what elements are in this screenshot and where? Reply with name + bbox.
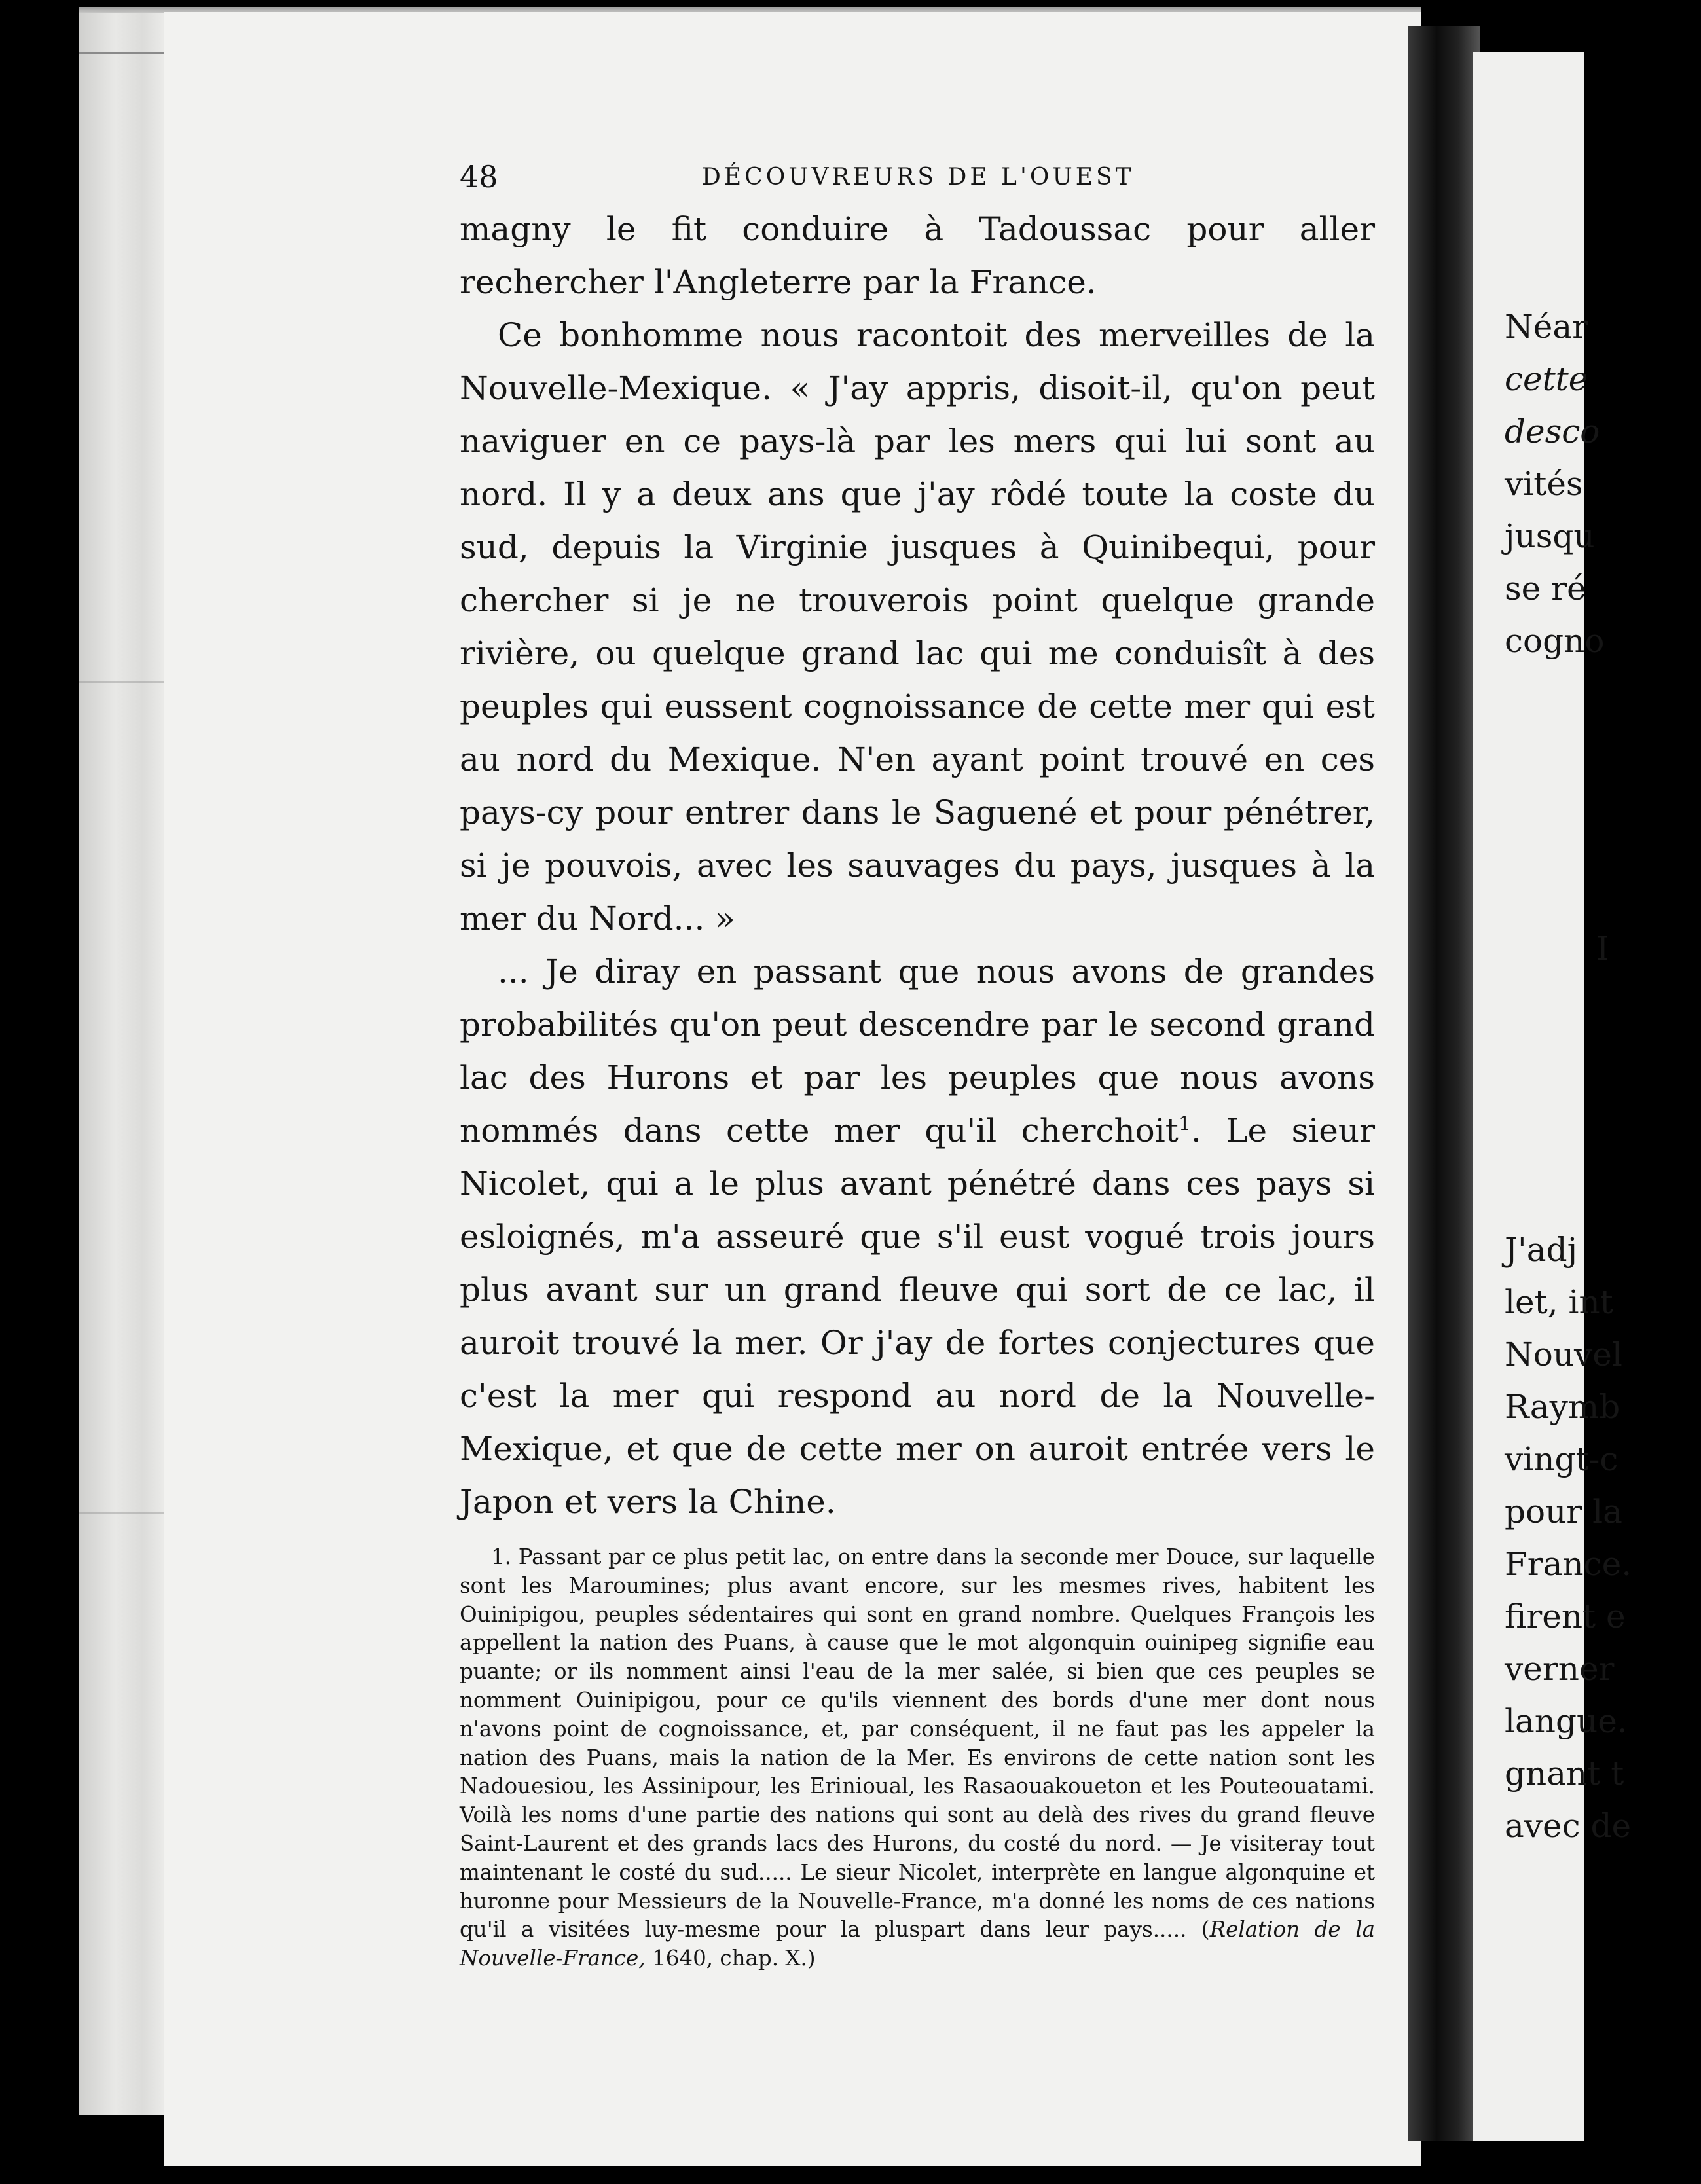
footnote-source-title: Relation de la Nouvelle-France,: [460, 1917, 1375, 1971]
footnote-marker: 1: [1178, 1112, 1191, 1136]
body-text: [460, 203, 1375, 1529]
footnote: [460, 1543, 1375, 1973]
facing-line: avec de: [1505, 1807, 1632, 1845]
facing-line: verner: [1505, 1650, 1615, 1688]
facing-line: se ré: [1505, 570, 1586, 608]
facing-line: cette: [1505, 360, 1588, 398]
facing-line: France.: [1505, 1545, 1632, 1583]
facing-line: Néar: [1505, 308, 1588, 346]
facing-line: J'adj: [1505, 1231, 1578, 1269]
facing-line: Raymb: [1505, 1388, 1620, 1426]
page-number: 48: [460, 159, 498, 194]
footnotes: [460, 1543, 1375, 1973]
footnote-source-tail: 1640, chap. X.): [645, 1946, 816, 1971]
facing-line: pour la: [1505, 1493, 1622, 1531]
page-stack-side-edge: [79, 13, 170, 2115]
facing-line: jusqu: [1505, 517, 1595, 555]
facing-line: gnant t: [1505, 1755, 1624, 1793]
facing-line: langue.: [1505, 1702, 1628, 1740]
facing-line: cogno: [1505, 622, 1605, 660]
facing-line: desco: [1505, 412, 1600, 450]
paragraph-text: ... Je diray en passant que nous avons de grandes probabilités qu'on peut descendre par le second grand lac des Hurons et par les peuples que nous avons nommés dans cette mer qu'il cherchoit: [460, 953, 1375, 1150]
book-gutter: [1408, 26, 1480, 2141]
facing-line: firent e: [1505, 1597, 1626, 1635]
facing-line: vingt-c: [1505, 1440, 1619, 1478]
running-head: [460, 157, 1375, 203]
facing-line: vités: [1505, 465, 1583, 503]
paragraph-text: . Le sieur Nicolet, qui a le plus avant pénétré dans ces pays si esloignés, m'a asseuré que s'il eust vogué trois jours plus avant sur un grand fleuve qui sort de ce lac, il auroit trouvé la mer. Or j'ay de fortes conjectures que c'est la mer qui respond au nord de la Nouvelle-Mexique, et que de cette mer on auroit entrée vers le Japon et vers la Chine.: [460, 1112, 1375, 1521]
paragraph: [460, 945, 1375, 1529]
footnote-text: 1. Passant par ce plus petit lac, on entre dans la seconde mer Douce, sur laquelle sont les Maroumines; plus avant encore, sur les mesmes rives, habitent les Ouinipigou, peuples sédentaires qui sont en grand nombre. Quelques François les appellent la nation des Puans, à cause que le mot algonquin ouinipeg signifie eau puante; or ils nomment ainsi l'eau de la mer salée, si bien que ces peuples se nomment Ouinipigou, pour ce qu'ils viennent des bords d'une mer dont nous n'avons point de cognoissance, et, par conséquent, il ne faut pas les appeler la nation des Puans, mais la nation de la Mer. Es environs de cette nation sont les Nadouesiou, les Assinipour, les Erinioual, les Rasaouakoueton et les Pouteouatami. Voilà les noms d'une partie des nations qui sont au delà des rives du grand fleuve Saint-Laurent et des grands lacs des Hurons, du costé du nord. — Je visiteray tout maintenant le costé du sud..... Le sieur Nicolet, interprète en langue algonquine et huronne pour Messieurs de la Nouvelle-France, m'a donné les noms de ces nations qu'il a visitées luy-mesme pour la pluspart dans leur pays..... (: [460, 1544, 1375, 1942]
paragraph: magny le fit conduire à Tadoussac pour aller rechercher l'Angleterre par la France.: [460, 210, 1375, 301]
facing-page: [1473, 52, 1632, 2141]
paragraph: Ce bonhomme nous racontoit des merveilles de la Nouvelle-Mexique. « J'ay appris, disoit-il, qu'on peut naviguer en ce pays-là par les mers qui lui sont au nord. Il y a deux ans que j'ay rôdé toute la coste du sud, depuis la Virginie jusques à Quinibequi, pour chercher si je ne trouverois point quelque grande rivière, ou quelque grand lac qui me conduisît à des peuples qui eussent cognoissance de cette mer qui est au nord du Mexique. N'en ayant point trouvé en ces pays-cy pour entrer dans le Saguené et pour pénétrer, si je pouvois, avec les sauvages du pays, jusques à la mer du Nord... »: [460, 316, 1375, 937]
page-text: [460, 157, 1375, 1973]
facing-line: Nouvel: [1505, 1336, 1622, 1374]
facing-lone-char: I: [1596, 930, 1609, 968]
facing-line: let, int: [1505, 1283, 1613, 1321]
running-title: DÉCOUVREURS DE L'OUEST: [702, 164, 1135, 191]
